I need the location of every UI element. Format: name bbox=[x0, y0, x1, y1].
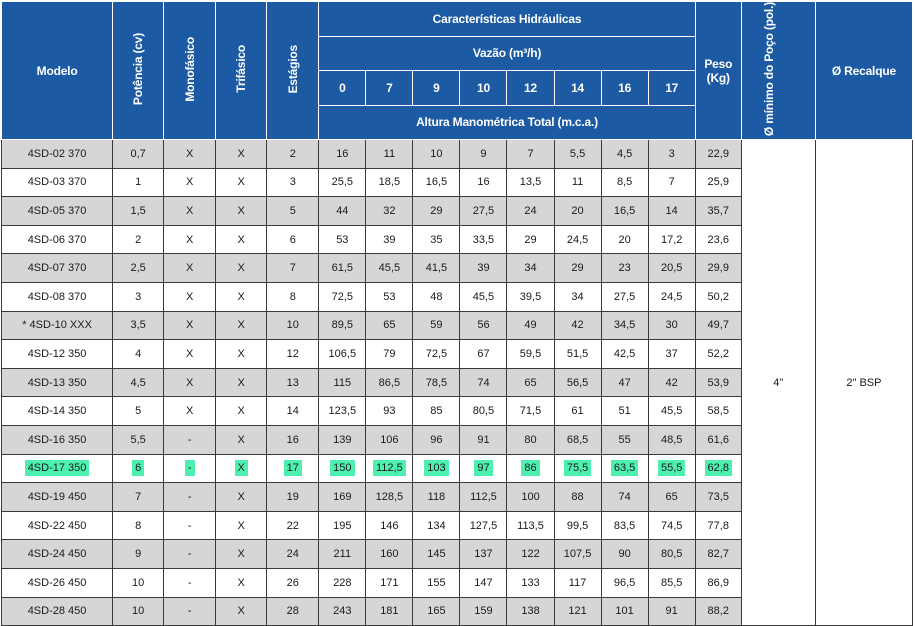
estagios-cell: 28 bbox=[267, 597, 319, 626]
head-cell: 27,5 bbox=[460, 197, 507, 226]
monofasico-cell: X bbox=[164, 140, 216, 169]
trifasico-cell: X bbox=[216, 225, 267, 254]
trifasico-cell: X bbox=[216, 311, 267, 340]
head-cell: 123,5 bbox=[319, 397, 366, 426]
trifasico-cell: X bbox=[216, 511, 267, 540]
head-cell: 113,5 bbox=[507, 511, 554, 540]
header-flow: 10 bbox=[460, 71, 507, 106]
head-cell: 169 bbox=[319, 483, 366, 512]
poco-merged-cell: 4" bbox=[741, 140, 815, 626]
head-cell: 93 bbox=[366, 397, 413, 426]
table-header bbox=[2, 2, 913, 140]
modelo-cell: 4SD-05 370 bbox=[2, 197, 113, 226]
trifasico-cell: X bbox=[216, 568, 267, 597]
potencia-cell: 4,5 bbox=[113, 368, 164, 397]
potencia-cell: 5,5 bbox=[113, 426, 164, 455]
head-cell: 134 bbox=[413, 511, 460, 540]
modelo-cell: 4SD-26 450 bbox=[2, 568, 113, 597]
head-cell: 79 bbox=[366, 340, 413, 369]
head-cell: 68,5 bbox=[554, 426, 601, 455]
peso-cell: 50,2 bbox=[695, 283, 741, 312]
head-cell: 41,5 bbox=[413, 254, 460, 283]
header-flow: 0 bbox=[319, 71, 366, 106]
header-flow: 12 bbox=[507, 71, 554, 106]
head-cell bbox=[554, 454, 601, 483]
head-cell: 39,5 bbox=[507, 283, 554, 312]
highlighted-value: 62,8 bbox=[705, 460, 732, 476]
head-cell: 96,5 bbox=[601, 568, 648, 597]
head-cell: 8,5 bbox=[601, 168, 648, 197]
head-cell: 67 bbox=[460, 340, 507, 369]
head-cell: 11 bbox=[366, 140, 413, 169]
head-cell: 71,5 bbox=[507, 397, 554, 426]
monofasico-cell: X bbox=[164, 254, 216, 283]
head-cell: 18,5 bbox=[366, 168, 413, 197]
head-cell: 56 bbox=[460, 311, 507, 340]
head-cell: 16 bbox=[460, 168, 507, 197]
head-cell: 112,5 bbox=[460, 483, 507, 512]
modelo-cell: 4SD-08 370 bbox=[2, 283, 113, 312]
modelo-cell: * 4SD-10 XXX bbox=[2, 311, 113, 340]
head-cell: 17,2 bbox=[648, 225, 695, 254]
head-cell bbox=[601, 454, 648, 483]
monofasico-cell: - bbox=[164, 511, 216, 540]
head-cell: 14 bbox=[648, 197, 695, 226]
head-cell: 47 bbox=[601, 368, 648, 397]
trifasico-cell: X bbox=[216, 140, 267, 169]
header-caracteristicas: Características Hidráulicas bbox=[319, 2, 695, 37]
potencia-cell: 8 bbox=[113, 511, 164, 540]
estagios-cell: 8 bbox=[267, 283, 319, 312]
peso-cell: 25,9 bbox=[695, 168, 741, 197]
head-cell: 118 bbox=[413, 483, 460, 512]
head-cell: 85 bbox=[413, 397, 460, 426]
head-cell: 42 bbox=[648, 368, 695, 397]
head-cell: 89,5 bbox=[319, 311, 366, 340]
head-cell: 85,5 bbox=[648, 568, 695, 597]
head-cell: 48 bbox=[413, 283, 460, 312]
pump-spec-table bbox=[1, 1, 913, 626]
estagios-cell bbox=[267, 454, 319, 483]
monofasico-cell: X bbox=[164, 225, 216, 254]
monofasico-cell: - bbox=[164, 597, 216, 626]
peso-cell: 61,6 bbox=[695, 426, 741, 455]
head-cell: 16 bbox=[319, 140, 366, 169]
head-cell: 171 bbox=[366, 568, 413, 597]
potencia-cell: 10 bbox=[113, 568, 164, 597]
head-cell: 49 bbox=[507, 311, 554, 340]
head-cell: 29 bbox=[413, 197, 460, 226]
modelo-cell: 4SD-13 350 bbox=[2, 368, 113, 397]
monofasico-cell: X bbox=[164, 197, 216, 226]
head-cell: 20,5 bbox=[648, 254, 695, 283]
head-cell: 99,5 bbox=[554, 511, 601, 540]
head-cell: 137 bbox=[460, 540, 507, 569]
head-cell: 243 bbox=[319, 597, 366, 626]
head-cell: 61,5 bbox=[319, 254, 366, 283]
head-cell: 100 bbox=[507, 483, 554, 512]
head-cell: 72,5 bbox=[413, 340, 460, 369]
head-cell: 128,5 bbox=[366, 483, 413, 512]
head-cell: 42,5 bbox=[601, 340, 648, 369]
modelo-cell: 4SD-12 350 bbox=[2, 340, 113, 369]
estagios-cell: 14 bbox=[267, 397, 319, 426]
monofasico-cell: - bbox=[164, 483, 216, 512]
head-cell: 107,5 bbox=[554, 540, 601, 569]
trifasico-cell: X bbox=[216, 197, 267, 226]
highlighted-value: 97 bbox=[474, 460, 492, 476]
head-cell: 211 bbox=[319, 540, 366, 569]
trifasico-cell: X bbox=[216, 426, 267, 455]
head-cell: 147 bbox=[460, 568, 507, 597]
head-cell bbox=[507, 454, 554, 483]
potencia-cell: 7 bbox=[113, 483, 164, 512]
estagios-cell: 19 bbox=[267, 483, 319, 512]
head-cell: 11 bbox=[554, 168, 601, 197]
header-vazao: Vazão (m³/h) bbox=[319, 36, 695, 71]
head-cell: 3 bbox=[648, 140, 695, 169]
monofasico-cell: X bbox=[164, 311, 216, 340]
head-cell: 7 bbox=[507, 140, 554, 169]
head-cell: 16,5 bbox=[413, 168, 460, 197]
estagios-cell: 16 bbox=[267, 426, 319, 455]
head-cell: 13,5 bbox=[507, 168, 554, 197]
head-cell: 165 bbox=[413, 597, 460, 626]
head-cell: 9 bbox=[460, 140, 507, 169]
head-cell: 34 bbox=[507, 254, 554, 283]
head-cell: 32 bbox=[366, 197, 413, 226]
highlighted-value: 6 bbox=[132, 460, 144, 476]
head-cell: 51 bbox=[601, 397, 648, 426]
highlighted-value: 55,5 bbox=[658, 460, 685, 476]
head-cell: 65 bbox=[648, 483, 695, 512]
peso-cell: 52,2 bbox=[695, 340, 741, 369]
head-cell: 44 bbox=[319, 197, 366, 226]
head-cell: 74,5 bbox=[648, 511, 695, 540]
head-cell: 91 bbox=[460, 426, 507, 455]
potencia-cell: 3 bbox=[113, 283, 164, 312]
modelo-cell: 4SD-28 450 bbox=[2, 597, 113, 626]
header-altura: Altura Manométrica Total (m.c.a.) bbox=[319, 105, 695, 140]
head-cell: 45,5 bbox=[648, 397, 695, 426]
peso-cell: 22,9 bbox=[695, 140, 741, 169]
estagios-cell: 22 bbox=[267, 511, 319, 540]
estagios-cell: 12 bbox=[267, 340, 319, 369]
head-cell: 133 bbox=[507, 568, 554, 597]
potencia-cell: 1 bbox=[113, 168, 164, 197]
monofasico-cell bbox=[164, 454, 216, 483]
head-cell bbox=[413, 454, 460, 483]
head-cell: 65 bbox=[366, 311, 413, 340]
header-recalque: Ø Recalque bbox=[815, 2, 912, 140]
peso-cell: 77,8 bbox=[695, 511, 741, 540]
head-cell: 138 bbox=[507, 597, 554, 626]
estagios-cell: 26 bbox=[267, 568, 319, 597]
head-cell: 59,5 bbox=[507, 340, 554, 369]
head-cell: 86,5 bbox=[366, 368, 413, 397]
highlighted-value: - bbox=[185, 460, 195, 476]
monofasico-cell: X bbox=[164, 168, 216, 197]
potencia-cell: 0,7 bbox=[113, 140, 164, 169]
recalque-merged-cell: 2" BSP bbox=[815, 140, 912, 626]
estagios-cell: 6 bbox=[267, 225, 319, 254]
modelo-cell: 4SD-22 450 bbox=[2, 511, 113, 540]
head-cell: 72,5 bbox=[319, 283, 366, 312]
table-body bbox=[2, 140, 913, 626]
head-cell: 35 bbox=[413, 225, 460, 254]
peso-cell: 88,2 bbox=[695, 597, 741, 626]
modelo-cell: 4SD-03 370 bbox=[2, 168, 113, 197]
monofasico-cell: - bbox=[164, 540, 216, 569]
trifasico-cell: X bbox=[216, 340, 267, 369]
header-peso: Peso (Kg) bbox=[695, 2, 741, 140]
head-cell: 83,5 bbox=[601, 511, 648, 540]
head-cell: 106 bbox=[366, 426, 413, 455]
trifasico-cell: X bbox=[216, 397, 267, 426]
header-flow: 17 bbox=[648, 71, 695, 106]
modelo-cell: 4SD-06 370 bbox=[2, 225, 113, 254]
modelo-cell: 4SD-19 450 bbox=[2, 483, 113, 512]
head-cell: 23 bbox=[601, 254, 648, 283]
potencia-cell: 2 bbox=[113, 225, 164, 254]
potencia-cell: 9 bbox=[113, 540, 164, 569]
head-cell: 91 bbox=[648, 597, 695, 626]
head-cell: 117 bbox=[554, 568, 601, 597]
head-cell: 139 bbox=[319, 426, 366, 455]
potencia-cell: 2,5 bbox=[113, 254, 164, 283]
modelo-cell: 4SD-14 350 bbox=[2, 397, 113, 426]
header-trifasico: Trifásico bbox=[216, 2, 267, 140]
header-potencia: Potência (cv) bbox=[113, 2, 164, 140]
head-cell: 96 bbox=[413, 426, 460, 455]
head-cell: 39 bbox=[366, 225, 413, 254]
modelo-cell bbox=[2, 454, 113, 483]
head-cell: 74 bbox=[601, 483, 648, 512]
header-estagios: Estágios bbox=[267, 2, 319, 140]
trifasico-cell: X bbox=[216, 597, 267, 626]
head-cell: 155 bbox=[413, 568, 460, 597]
potencia-cell bbox=[113, 454, 164, 483]
head-cell: 53 bbox=[366, 283, 413, 312]
highlighted-value: X bbox=[235, 460, 248, 476]
head-cell: 33,5 bbox=[460, 225, 507, 254]
potencia-cell: 3,5 bbox=[113, 311, 164, 340]
head-cell: 16,5 bbox=[601, 197, 648, 226]
modelo-cell: 4SD-16 350 bbox=[2, 426, 113, 455]
trifasico-cell: X bbox=[216, 483, 267, 512]
potencia-cell: 5 bbox=[113, 397, 164, 426]
head-cell: 27,5 bbox=[601, 283, 648, 312]
head-cell: 30 bbox=[648, 311, 695, 340]
trifasico-cell: X bbox=[216, 168, 267, 197]
head-cell: 80,5 bbox=[460, 397, 507, 426]
potencia-cell: 10 bbox=[113, 597, 164, 626]
trifasico-cell bbox=[216, 454, 267, 483]
monofasico-cell: X bbox=[164, 397, 216, 426]
table-row bbox=[2, 140, 913, 169]
head-cell: 145 bbox=[413, 540, 460, 569]
peso-cell: 23,6 bbox=[695, 225, 741, 254]
head-cell: 101 bbox=[601, 597, 648, 626]
potencia-cell: 1,5 bbox=[113, 197, 164, 226]
head-cell: 7 bbox=[648, 168, 695, 197]
monofasico-cell: X bbox=[164, 283, 216, 312]
estagios-cell: 5 bbox=[267, 197, 319, 226]
highlighted-value: 86 bbox=[521, 460, 539, 476]
head-cell bbox=[366, 454, 413, 483]
head-cell bbox=[460, 454, 507, 483]
head-cell: 45,5 bbox=[366, 254, 413, 283]
peso-cell bbox=[695, 454, 741, 483]
header-modelo: Modelo bbox=[2, 2, 113, 140]
head-cell: 106,5 bbox=[319, 340, 366, 369]
head-cell: 20 bbox=[601, 225, 648, 254]
head-cell: 122 bbox=[507, 540, 554, 569]
modelo-cell: 4SD-07 370 bbox=[2, 254, 113, 283]
monofasico-cell: - bbox=[164, 568, 216, 597]
modelo-cell: 4SD-24 450 bbox=[2, 540, 113, 569]
head-cell: 90 bbox=[601, 540, 648, 569]
head-cell: 10 bbox=[413, 140, 460, 169]
head-cell: 59 bbox=[413, 311, 460, 340]
head-cell: 146 bbox=[366, 511, 413, 540]
monofasico-cell: X bbox=[164, 340, 216, 369]
peso-cell: 29,9 bbox=[695, 254, 741, 283]
head-cell: 88 bbox=[554, 483, 601, 512]
head-cell: 34 bbox=[554, 283, 601, 312]
trifasico-cell: X bbox=[216, 368, 267, 397]
potencia-cell: 4 bbox=[113, 340, 164, 369]
highlighted-value: 103 bbox=[424, 460, 448, 476]
head-cell: 74 bbox=[460, 368, 507, 397]
head-cell: 78,5 bbox=[413, 368, 460, 397]
head-cell: 29 bbox=[507, 225, 554, 254]
head-cell bbox=[648, 454, 695, 483]
head-cell: 29 bbox=[554, 254, 601, 283]
highlighted-value: 63,5 bbox=[611, 460, 638, 476]
header-flow: 7 bbox=[366, 71, 413, 106]
trifasico-cell: X bbox=[216, 283, 267, 312]
highlighted-value: 75,5 bbox=[564, 460, 591, 476]
head-cell: 24,5 bbox=[554, 225, 601, 254]
peso-cell: 53,9 bbox=[695, 368, 741, 397]
peso-cell: 35,7 bbox=[695, 197, 741, 226]
head-cell: 4,5 bbox=[601, 140, 648, 169]
highlighted-value: 4SD-17 350 bbox=[25, 460, 90, 476]
head-cell: 115 bbox=[319, 368, 366, 397]
peso-cell: 86,9 bbox=[695, 568, 741, 597]
header-flow: 14 bbox=[554, 71, 601, 106]
head-cell: 80 bbox=[507, 426, 554, 455]
peso-cell: 58,5 bbox=[695, 397, 741, 426]
head-cell bbox=[319, 454, 366, 483]
monofasico-cell: X bbox=[164, 368, 216, 397]
head-cell: 51,5 bbox=[554, 340, 601, 369]
head-cell: 65 bbox=[507, 368, 554, 397]
head-cell: 37 bbox=[648, 340, 695, 369]
peso-cell: 73,5 bbox=[695, 483, 741, 512]
estagios-cell: 2 bbox=[267, 140, 319, 169]
head-cell: 24,5 bbox=[648, 283, 695, 312]
head-cell: 20 bbox=[554, 197, 601, 226]
monofasico-cell: - bbox=[164, 426, 216, 455]
modelo-cell: 4SD-02 370 bbox=[2, 140, 113, 169]
head-cell: 127,5 bbox=[460, 511, 507, 540]
head-cell: 42 bbox=[554, 311, 601, 340]
head-cell: 39 bbox=[460, 254, 507, 283]
head-cell: 48,5 bbox=[648, 426, 695, 455]
highlighted-value: 112,5 bbox=[373, 460, 406, 476]
head-cell: 53 bbox=[319, 225, 366, 254]
peso-cell: 49,7 bbox=[695, 311, 741, 340]
head-cell: 121 bbox=[554, 597, 601, 626]
trifasico-cell: X bbox=[216, 254, 267, 283]
trifasico-cell: X bbox=[216, 540, 267, 569]
head-cell: 34,5 bbox=[601, 311, 648, 340]
estagios-cell: 10 bbox=[267, 311, 319, 340]
highlighted-value: 150 bbox=[330, 460, 354, 476]
header-monofasico: Monofásico bbox=[164, 2, 216, 140]
estagios-cell: 3 bbox=[267, 168, 319, 197]
highlighted-value: 17 bbox=[284, 460, 302, 476]
head-cell: 25,5 bbox=[319, 168, 366, 197]
header-poco: Ø mínimo do Poço (pol.) bbox=[741, 2, 815, 140]
head-cell: 160 bbox=[366, 540, 413, 569]
head-cell: 55 bbox=[601, 426, 648, 455]
head-cell: 61 bbox=[554, 397, 601, 426]
head-cell: 56,5 bbox=[554, 368, 601, 397]
head-cell: 5,5 bbox=[554, 140, 601, 169]
head-cell: 80,5 bbox=[648, 540, 695, 569]
estagios-cell: 7 bbox=[267, 254, 319, 283]
head-cell: 159 bbox=[460, 597, 507, 626]
estagios-cell: 13 bbox=[267, 368, 319, 397]
head-cell: 181 bbox=[366, 597, 413, 626]
head-cell: 228 bbox=[319, 568, 366, 597]
peso-cell: 82,7 bbox=[695, 540, 741, 569]
head-cell: 24 bbox=[507, 197, 554, 226]
header-flow: 16 bbox=[601, 71, 648, 106]
head-cell: 45,5 bbox=[460, 283, 507, 312]
head-cell: 195 bbox=[319, 511, 366, 540]
header-flow: 9 bbox=[413, 71, 460, 106]
estagios-cell: 24 bbox=[267, 540, 319, 569]
